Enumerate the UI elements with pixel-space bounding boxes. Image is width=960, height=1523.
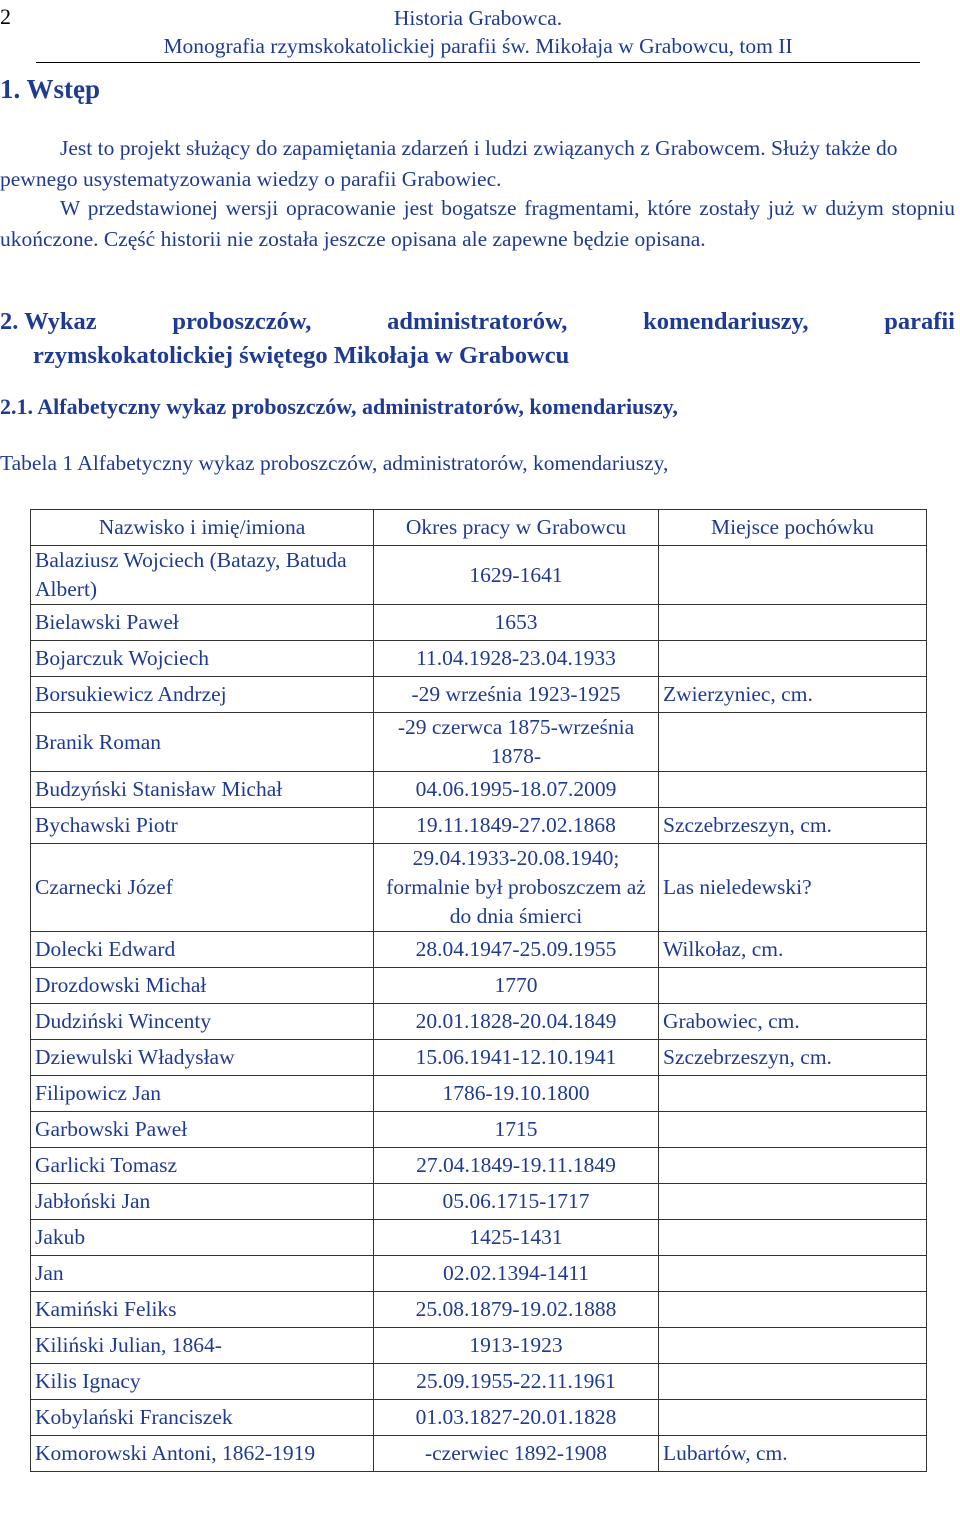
cell-period: 11.04.1928-23.04.1933 xyxy=(374,641,659,677)
cell-name: Bielawski Paweł xyxy=(31,605,374,641)
cell-name: Garbowski Paweł xyxy=(31,1112,374,1148)
table-row xyxy=(31,1256,927,1292)
cell-burial xyxy=(659,1220,927,1256)
cell-name: Bychawski Piotr xyxy=(31,808,374,844)
cell-period: 04.06.1995-18.07.2009 xyxy=(374,772,659,808)
subsection-heading: 2.1. Alfabetyczny wykaz proboszczów, administratorów, komendariuszy, xyxy=(0,394,678,419)
cell-name: Garlicki Tomasz xyxy=(31,1148,374,1184)
table-row xyxy=(31,1112,927,1148)
table-row xyxy=(31,713,927,772)
section-heading-line1 xyxy=(0,305,955,339)
heading-number: 2. Wykaz xyxy=(0,308,97,335)
cell-name: Borsukiewicz Andrzej xyxy=(31,677,374,713)
cell-period: 1786-19.10.1800 xyxy=(374,1076,659,1112)
cell-burial xyxy=(659,1292,927,1328)
column-header-period: Okres pracy w Grabowcu xyxy=(374,510,659,546)
cell-burial xyxy=(659,605,927,641)
cell-burial xyxy=(659,1400,927,1436)
running-header-line2: Monografia rzymskokatolickiej parafii św. Mikołaja w Grabowcu, tom II xyxy=(163,34,793,58)
cell-period: 1770 xyxy=(374,968,659,1004)
table-row xyxy=(31,1184,927,1220)
table-header-row xyxy=(31,510,927,546)
cell-period: 29.04.1933-20.08.1940; formalnie był proboszczem aż do dnia śmierci xyxy=(374,844,659,932)
cell-burial xyxy=(659,641,927,677)
table-row xyxy=(31,968,927,1004)
cell-name: Budzyński Stanisław Michał xyxy=(31,772,374,808)
cell-name: Kilis Ignacy xyxy=(31,1364,374,1400)
cell-period: 1715 xyxy=(374,1112,659,1148)
cell-burial: Las nieledewski? xyxy=(659,844,927,932)
cell-period: 02.02.1394-1411 xyxy=(374,1256,659,1292)
cell-name: Komorowski Antoni, 1862-1919 xyxy=(31,1436,374,1472)
cell-period: 1653 xyxy=(374,605,659,641)
cell-name: Jan xyxy=(31,1256,374,1292)
cell-burial xyxy=(659,772,927,808)
cell-name: Drozdowski Michał xyxy=(31,968,374,1004)
table-row xyxy=(31,641,927,677)
cell-period: 19.11.1849-27.02.1868 xyxy=(374,808,659,844)
cell-period: 25.08.1879-19.02.1888 xyxy=(374,1292,659,1328)
cell-burial: Szczebrzeszyn, cm. xyxy=(659,1040,927,1076)
cell-period: 1629-1641 xyxy=(374,546,659,605)
cell-period: 28.04.1947-25.09.1955 xyxy=(374,932,659,968)
table-row xyxy=(31,677,927,713)
running-header xyxy=(36,4,920,63)
cell-name: Dolecki Edward xyxy=(31,932,374,968)
intro-paragraph-1: Jest to projekt służący do zapamiętania zdarzeń i ludzi związanych z Grabowcem. Służy także do pewnego usystematyzowania wiedzy o parafii Grabowiec. xyxy=(0,136,898,191)
cell-burial xyxy=(659,1328,927,1364)
cell-name: Filipowicz Jan xyxy=(31,1076,374,1112)
cell-name: Czarnecki Józef xyxy=(31,844,374,932)
heading-word: administratorów, xyxy=(387,308,568,335)
intro-paragraph-2: W przedstawionej wersji opracowanie jest bogatsze fragmentami, które zostały już w dużym stopniu ukończone. Część historii nie została jeszcze opisana ale zapewne będzie opisana. xyxy=(0,196,955,251)
table-row xyxy=(31,932,927,968)
cell-period: -29 czerwca 1875-września 1878- xyxy=(374,713,659,772)
cell-period: 05.06.1715-1717 xyxy=(374,1184,659,1220)
table-row xyxy=(31,1328,927,1364)
cell-name: Kamiński Feliks xyxy=(31,1292,374,1328)
cell-name: Kobylański Franciszek xyxy=(31,1400,374,1436)
section-heading-intro: 1. Wstęp xyxy=(0,74,101,104)
page-number: 2 xyxy=(0,4,11,29)
table-row xyxy=(31,1436,927,1472)
cell-period: 01.03.1827-20.01.1828 xyxy=(374,1400,659,1436)
cell-period: 1425-1431 xyxy=(374,1220,659,1256)
cell-name: Jabłoński Jan xyxy=(31,1184,374,1220)
section-heading-line2: rzymskokatolickiej świętego Mikołaja w Grabowcu xyxy=(33,342,570,369)
cell-period: 25.09.1955-22.11.1961 xyxy=(374,1364,659,1400)
column-header-burial: Miejsce pochówku xyxy=(659,510,927,546)
table-caption: Tabela 1 Alfabetyczny wykaz proboszczów, administratorów, komendariuszy, xyxy=(0,451,669,475)
table-row xyxy=(31,844,927,932)
cell-name: Kiliński Julian, 1864- xyxy=(31,1328,374,1364)
cell-name: Balaziusz Wojciech (Batazy, Batuda Albert) xyxy=(31,546,374,605)
table-row xyxy=(31,1076,927,1112)
cell-burial xyxy=(659,968,927,1004)
cell-burial xyxy=(659,713,927,772)
cell-burial: Lubartów, cm. xyxy=(659,1436,927,1472)
cell-name: Dudziński Wincenty xyxy=(31,1004,374,1040)
cell-burial xyxy=(659,1148,927,1184)
heading-word: proboszczów, xyxy=(172,308,312,335)
cell-period: -czerwiec 1892-1908 xyxy=(374,1436,659,1472)
table-row xyxy=(31,605,927,641)
cell-burial: Szczebrzeszyn, cm. xyxy=(659,808,927,844)
cell-name: Jakub xyxy=(31,1220,374,1256)
table-row xyxy=(31,1148,927,1184)
cell-burial xyxy=(659,1112,927,1148)
table-row xyxy=(31,1040,927,1076)
table-row xyxy=(31,808,927,844)
table-row xyxy=(31,772,927,808)
table-row xyxy=(31,1364,927,1400)
cell-burial xyxy=(659,1364,927,1400)
table-row xyxy=(31,546,927,605)
cell-burial: Wilkołaz, cm. xyxy=(659,932,927,968)
cell-burial: Grabowiec, cm. xyxy=(659,1004,927,1040)
cell-burial xyxy=(659,546,927,605)
table-row xyxy=(31,1004,927,1040)
cell-burial xyxy=(659,1256,927,1292)
table-row xyxy=(31,1220,927,1256)
cell-name: Bojarczuk Wojciech xyxy=(31,641,374,677)
table-row xyxy=(31,1400,927,1436)
column-header-name: Nazwisko i imię/imiona xyxy=(31,510,374,546)
cell-period: 15.06.1941-12.10.1941 xyxy=(374,1040,659,1076)
cell-burial xyxy=(659,1184,927,1220)
heading-word: komendariuszy, xyxy=(643,308,809,335)
cell-name: Branik Roman xyxy=(31,713,374,772)
running-header-line1: Historia Grabowca. xyxy=(393,6,563,30)
cell-burial: Zwierzyniec, cm. xyxy=(659,677,927,713)
cell-period: 20.01.1828-20.04.1849 xyxy=(374,1004,659,1040)
table-body xyxy=(31,546,927,1472)
priests-table xyxy=(30,509,927,1472)
section-heading-list xyxy=(0,305,955,373)
cell-burial xyxy=(659,1076,927,1112)
table-row xyxy=(31,1292,927,1328)
cell-period: -29 września 1923-1925 xyxy=(374,677,659,713)
cell-period: 27.04.1849-19.11.1849 xyxy=(374,1148,659,1184)
cell-period: 1913-1923 xyxy=(374,1328,659,1364)
cell-name: Dziewulski Władysław xyxy=(31,1040,374,1076)
heading-word: parafii xyxy=(884,308,955,335)
